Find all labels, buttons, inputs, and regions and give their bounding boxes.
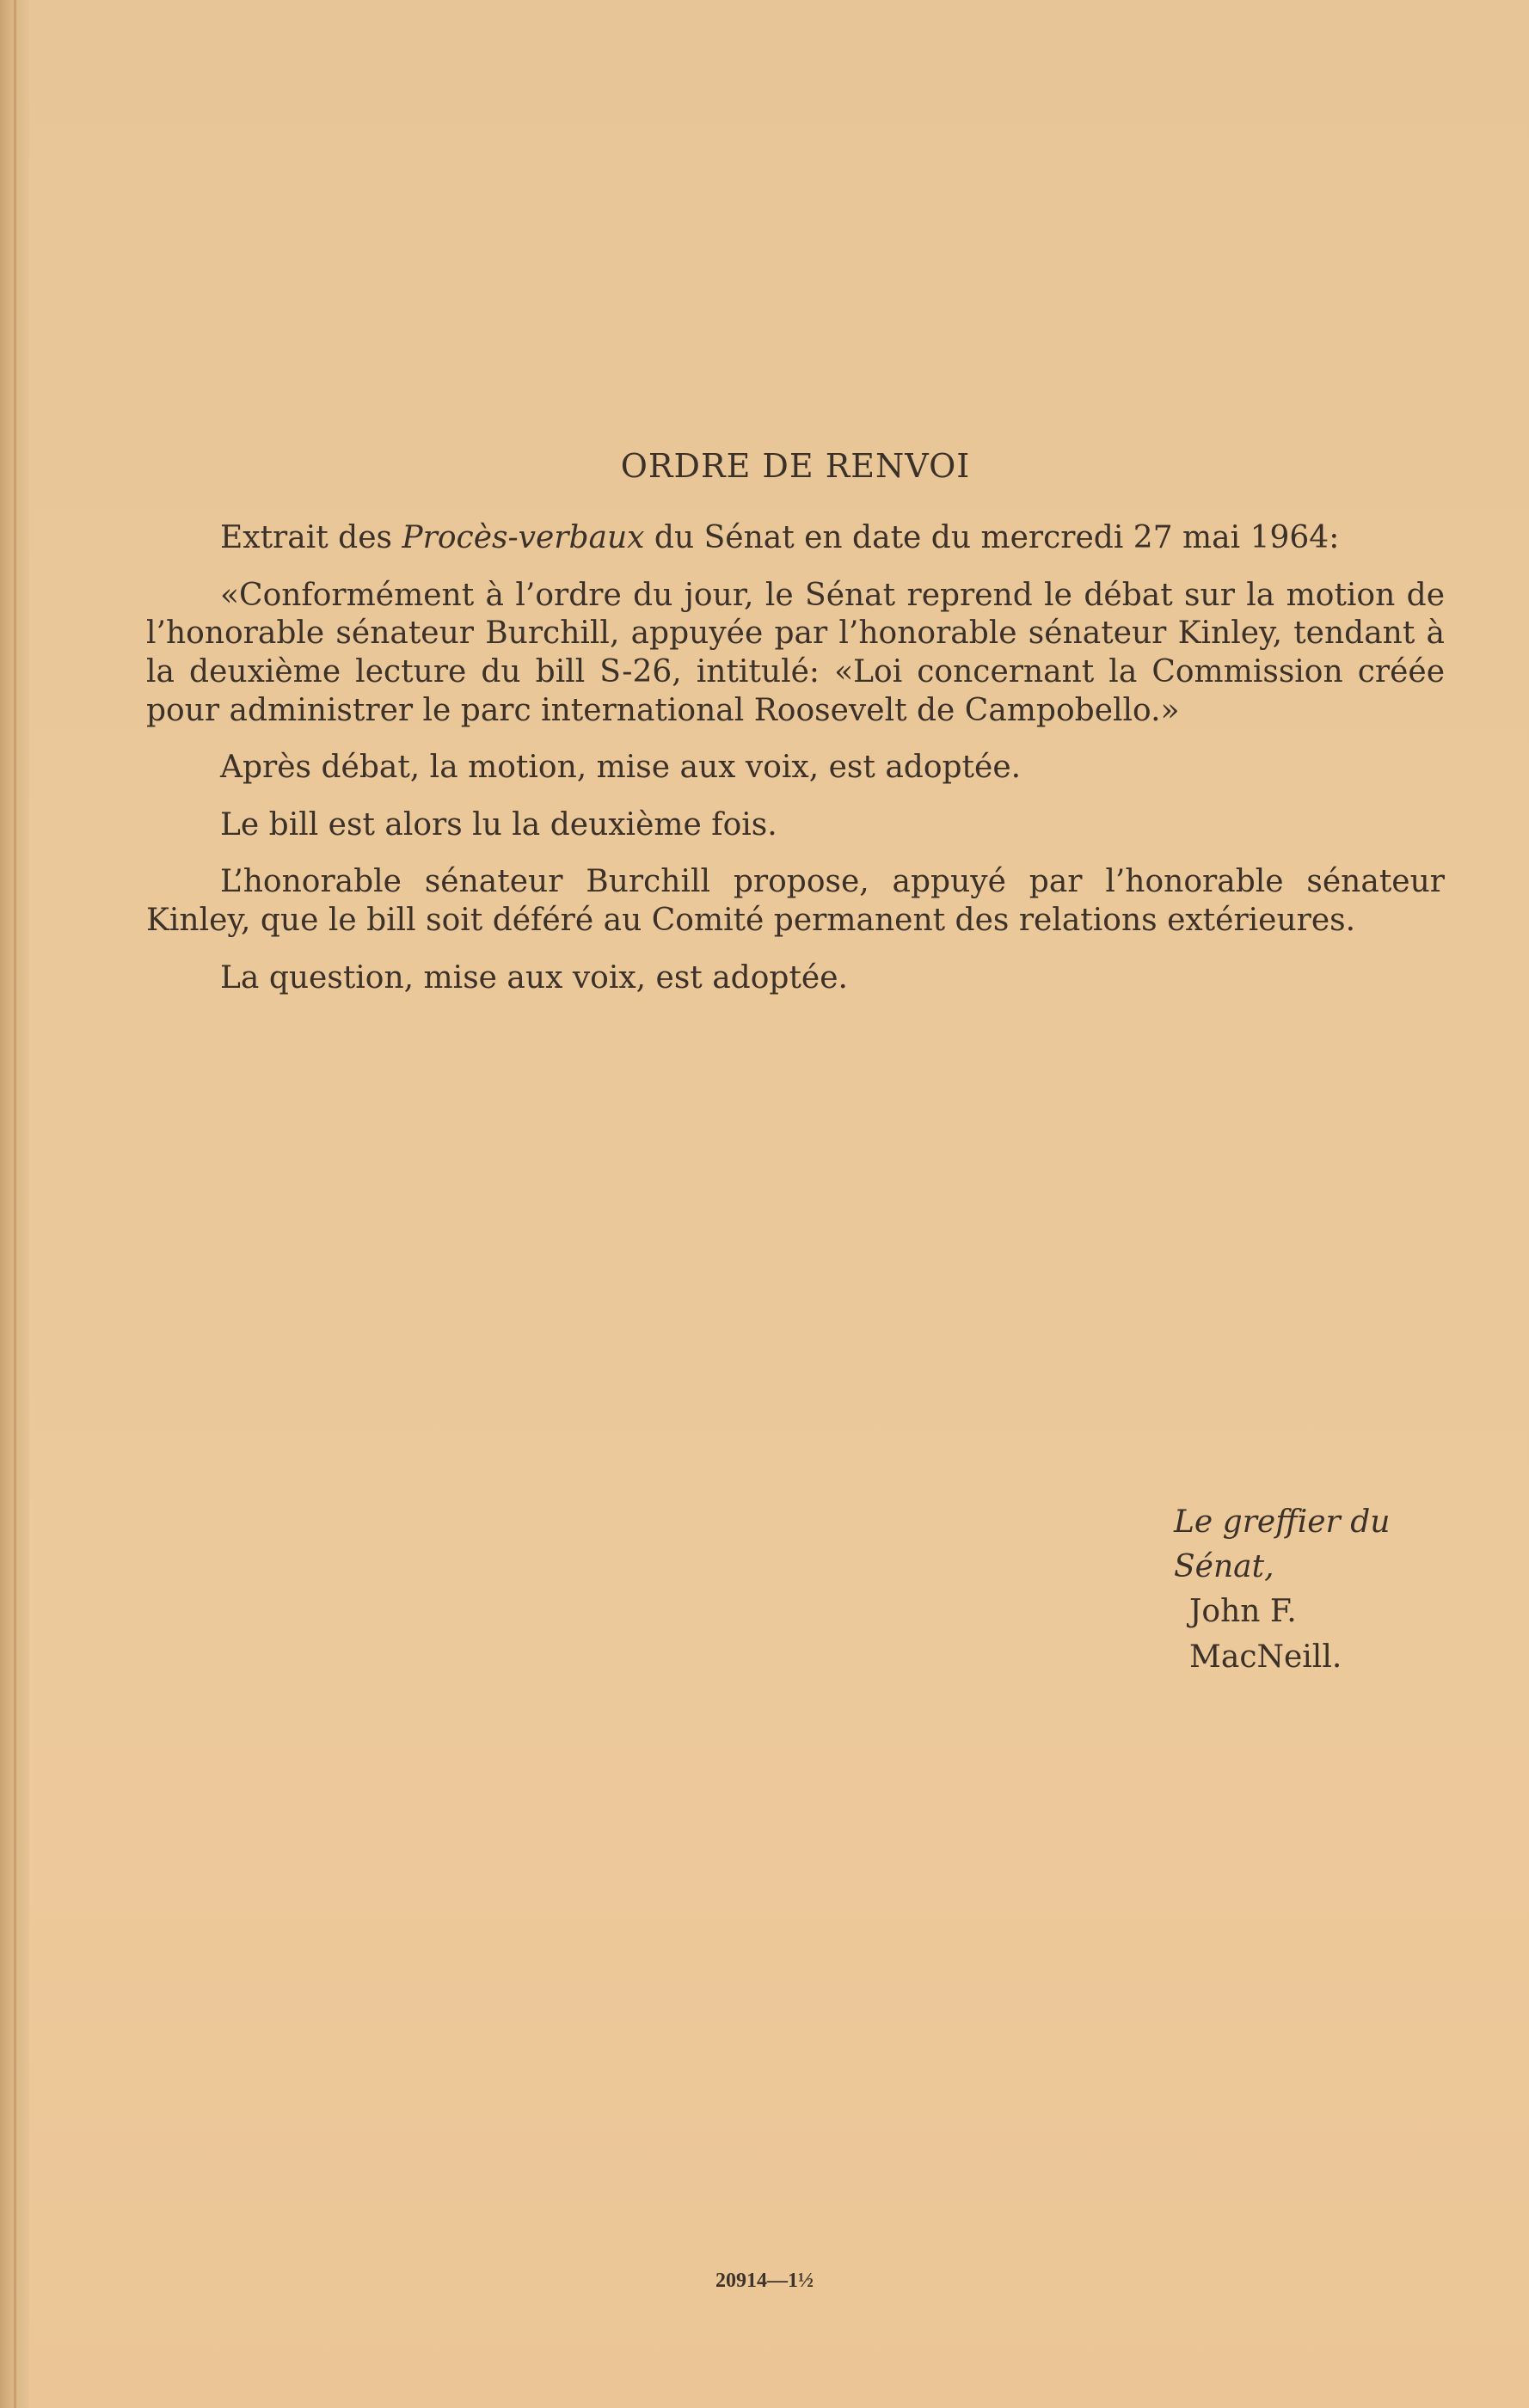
signature-role: Le greffier du Sénat, — [1174, 1504, 1391, 1585]
paragraph-adopted: Après débat, la motion, mise aux voix, est adoptée. — [220, 750, 1022, 786]
paragraph-motion: «Conformément à l’ordre du jour, le Sénat reprend le débat sur la motion de l’honorable sénateur Burchill, appuyée par l’honorable sénateur Kinley, tendant à la deuxième lecture du bill S-26, intitulé: «Loi concernant la Commission créée pour administrer le parc international Roosevelt de Campobello.» — [146, 577, 1445, 728]
intro-paragraph — [146, 519, 1445, 558]
page-fold-line — [14, 0, 16, 2408]
intro-text-after: du Sénat en date du mercredi 27 mai 1964: — [644, 520, 1340, 555]
signature-name: John F. MacNeill. — [1189, 1594, 1342, 1675]
intro-text-before: Extrait des — [220, 520, 402, 555]
document-title: ORDRE DE RENVOI — [620, 447, 971, 485]
intro-text-italic: Procès-verbaux — [402, 520, 645, 555]
signature-block — [1174, 1500, 1445, 1680]
paragraph-second-reading: Le bill est alors lu la deuxième fois. — [220, 806, 777, 842]
page-footer-number: 20914—1½ — [715, 2270, 814, 2292]
paragraph-question-adopted: La question, mise aux voix, est adoptée. — [220, 959, 848, 996]
paragraph-referral: L’honorable sénateur Burchill propose, appuyé par l’honorable sénateur Kinley, que le bill soit déféré au Comité permanent des relations extérieures. — [146, 864, 1445, 938]
document-body — [146, 447, 1445, 1675]
